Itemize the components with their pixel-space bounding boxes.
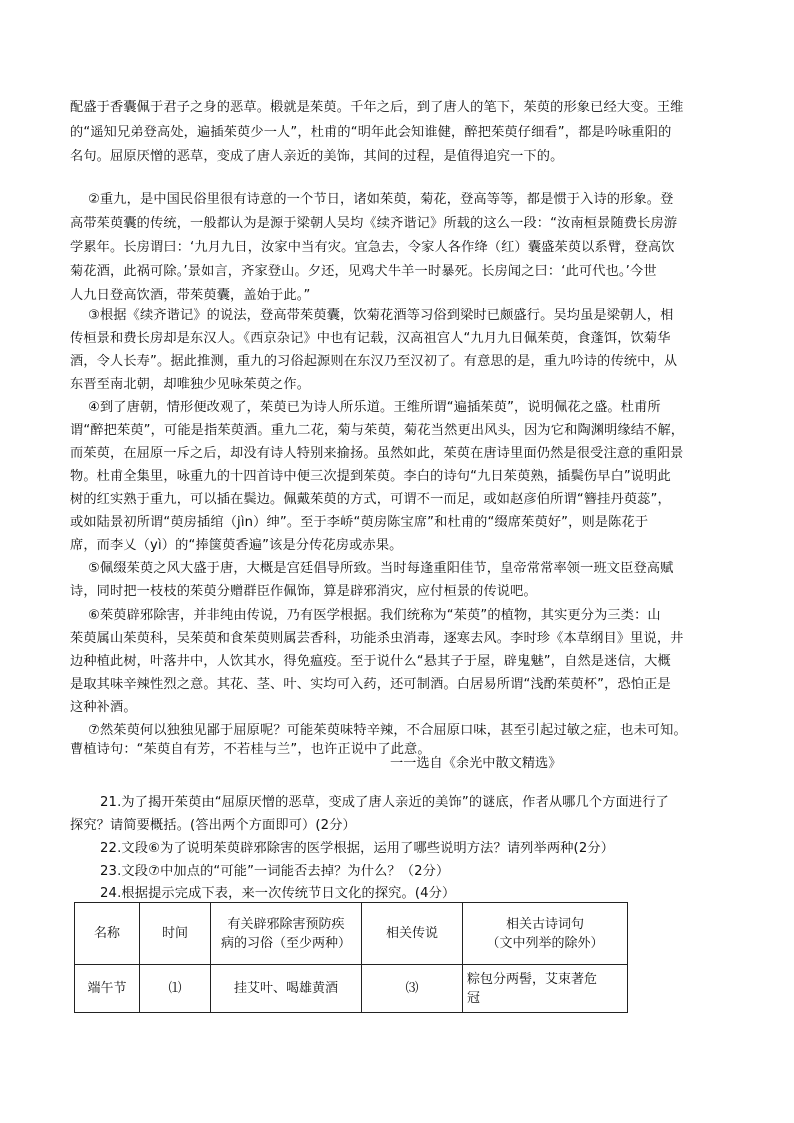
header-name: 名称 [75, 903, 140, 965]
table-header-row [75, 903, 628, 965]
cell-custom: 挂艾叶、喝雄黄酒 [211, 965, 362, 1013]
text-line: 席，而李乂（yì）的“捧箧萸香遍”该是分传花房或赤果。 [70, 538, 403, 553]
text-line: ②重九，是中国民俗里很有诗意的一个节日，诸如茱萸，菊花，登高等等，都是惯于入诗的形象。登 [88, 192, 674, 207]
text-line: 的“遥知兄弟登高处，遍插茱萸少一人”，杜甫的“明年此会知谁健，醉把茱萸仔细看”，都是吟咏重阳的 [70, 125, 672, 140]
question-24: 24.根据提示完成下表，来一次传统节日文化的探究。(4分） [100, 886, 456, 901]
question-21: 21.为了揭开茱萸由“屈原厌憎的恶草，变成了唐人亲近的美饰”的谜底，作者从哪几个方面进行了 [100, 795, 669, 810]
text-line: 边种植此树，叶落井中，人饮其水，得免瘟疫。至于说什么“悬其子于屋，辟鬼魅”，自然是迷信，大概 [70, 654, 671, 669]
text-line: 传桓景和费长房却是东汉人。《西京杂记》中也有记载，汉高祖宫人“九月九日佩茱萸，食蓬饵，饮菊华 [70, 331, 671, 346]
question-21-cont: 探究？请简要概括。(答出两个方面即可）(2分） [70, 818, 356, 833]
text-line: 诗，同时把一枝枝的茱萸分赠群臣作佩饰，算是辟邪消灾，应付桓景的传说吧。 [70, 584, 537, 599]
table-row [75, 965, 628, 1013]
text-line: ⑦然茱萸何以独独见鄙于屈原呢？可能茱萸味特辛辣，不合屈原口味，甚至引起过敏之症，也未可知。 [88, 723, 687, 738]
header-time: 时间 [140, 903, 211, 965]
question-23: 23.文段⑦中加点的“可能”一词能否去掉？为什么？（2分） [100, 864, 450, 879]
cell-poem-line2: 冠 [467, 990, 481, 1006]
text-line: 人九日登高饮酒，带茱萸囊，盖始于此。” [70, 288, 311, 303]
text-line: 名句。屈原厌憎的恶草，变成了唐人亲近的美饰，其间的过程，是值得追究一下的。 [70, 149, 564, 164]
cell-legend: ⑶ [362, 965, 463, 1013]
text-line: 物。杜甫全集里，咏重九的十四首诗中便三次提到茱萸。李白的诗句“九日茱萸熟，插鬓伤早白”说明此 [70, 469, 671, 484]
text-line: 或如陆景初所谓“萸房插绾（jìn）绅”。至于李峤“萸房陈宝席”和杜甫的“缀席茱萸好”，则是陈花于 [70, 515, 649, 530]
cell-poem-line1: 粽包分两髻，艾束著危 [467, 971, 598, 987]
text-line: 而茱萸，在屈原一斥之后，却没有诗人特别来揄扬。虽然如此，茱萸在唐诗里面仍然是很受注意的重阳景 [70, 446, 684, 461]
header-custom [211, 903, 362, 965]
text-line: 茱萸属山茱萸科，吴茱萸和食茱萸则属芸香科，功能杀虫消毒，逐寒去风。李时珍《本草纲目》里说，井 [70, 631, 684, 646]
text-line: 东晋至南北朝，却唯独少见咏茱萸之作。 [70, 377, 311, 392]
text-line: 是取其味辛辣性烈之意。其花、茎、叶、实均可入药，还可制酒。白居易所谓“浅酌茱萸杯”，恐怕正是 [70, 677, 671, 692]
text-line: 高带茱萸囊的传统，一般都认为是源于梁朝人吴均《续齐谐记》所载的这么一段：“汝南桓景随费长房游 [70, 216, 678, 231]
text-line: ⑤佩缀茱萸之风大盛于唐，大概是宫廷倡导所致。当时每逢重阳佳节，皇帝常常率领一班文臣登高赋 [88, 561, 674, 576]
text-line: 配盛于香囊佩于君子之身的恶草。椴就是茱萸。千年之后，到了唐人的笔下，茱萸的形象已经大变。王维 [70, 100, 684, 115]
text-line: 树的红实熟于重九，可以插在鬓边。佩戴茱萸的方式，可谓不一而足，或如赵彦伯所谓“簪挂丹萸蕊”， [70, 492, 671, 507]
text-line: ④到了唐朝，情形便改观了，茱萸已为诗人所乐道。王维所谓“遍插茱萸”，说明佩花之盛。杜甫所 [88, 400, 661, 415]
cell-poem [463, 965, 628, 1013]
header-custom-line2: 病的习俗（至少两种） [220, 935, 351, 951]
text-line: 曹植诗句：“茱萸自有芳，不若桂与兰”，也许正说中了此意。 [70, 742, 431, 757]
text-line: 酒，令人长寿”。据此推测，重九的习俗起源则在东汉乃至汉初了。有意思的是，重九吟诗的传统中，从 [70, 354, 678, 369]
text-line: 学累年。长房谓曰：‘九月九日，汝家中当有灾。宜急去，令家人各作绛（红）囊盛茱萸以系臂，登高饮 [70, 240, 675, 255]
text-line: ③根据《续齐谐记》的说法，登高带茱萸囊，饮菊花酒等习俗到梁时已颇盛行。吴均虽是梁朝人，相 [88, 308, 674, 323]
header-legend: 相关传说 [362, 903, 463, 965]
header-custom-line1: 有关辟邪除害预防疾 [227, 916, 345, 932]
cell-name: 端午节 [75, 965, 140, 1013]
text-line: 这种补酒。 [70, 700, 137, 715]
header-poem [463, 903, 628, 965]
header-poem-line1: 相关古诗词句 [505, 916, 584, 932]
header-poem-line2: （文中列举的除外） [486, 935, 604, 951]
text-line: 菊花酒，此祸可除。’景如言，齐家登山。夕还，见鸡犬牛羊一时暴死。长房闻之曰：‘此可代也。’今世 [70, 264, 657, 279]
text-line: ⑥茱萸辟邪除害，并非纯由传说，乃有医学根据。我们统称为“茱萸”的植物，其实更分为三类：山 [88, 608, 661, 623]
text-line: 谓“醉把茱萸”，可能是指茱萸酒。重九二花，菊与茱萸，菊花当然更出风头，因为它和陶渊明缘结不解， [70, 423, 685, 438]
source-citation: 一一选自《余光中散文精选》 [390, 756, 562, 771]
festival-table [74, 902, 628, 1013]
question-22: 22.文段⑥为了说明茱萸辟邪除害的医学根据，运用了哪些说明方法？请列举两种(2分） [100, 841, 615, 856]
cell-time: ⑴ [140, 965, 211, 1013]
